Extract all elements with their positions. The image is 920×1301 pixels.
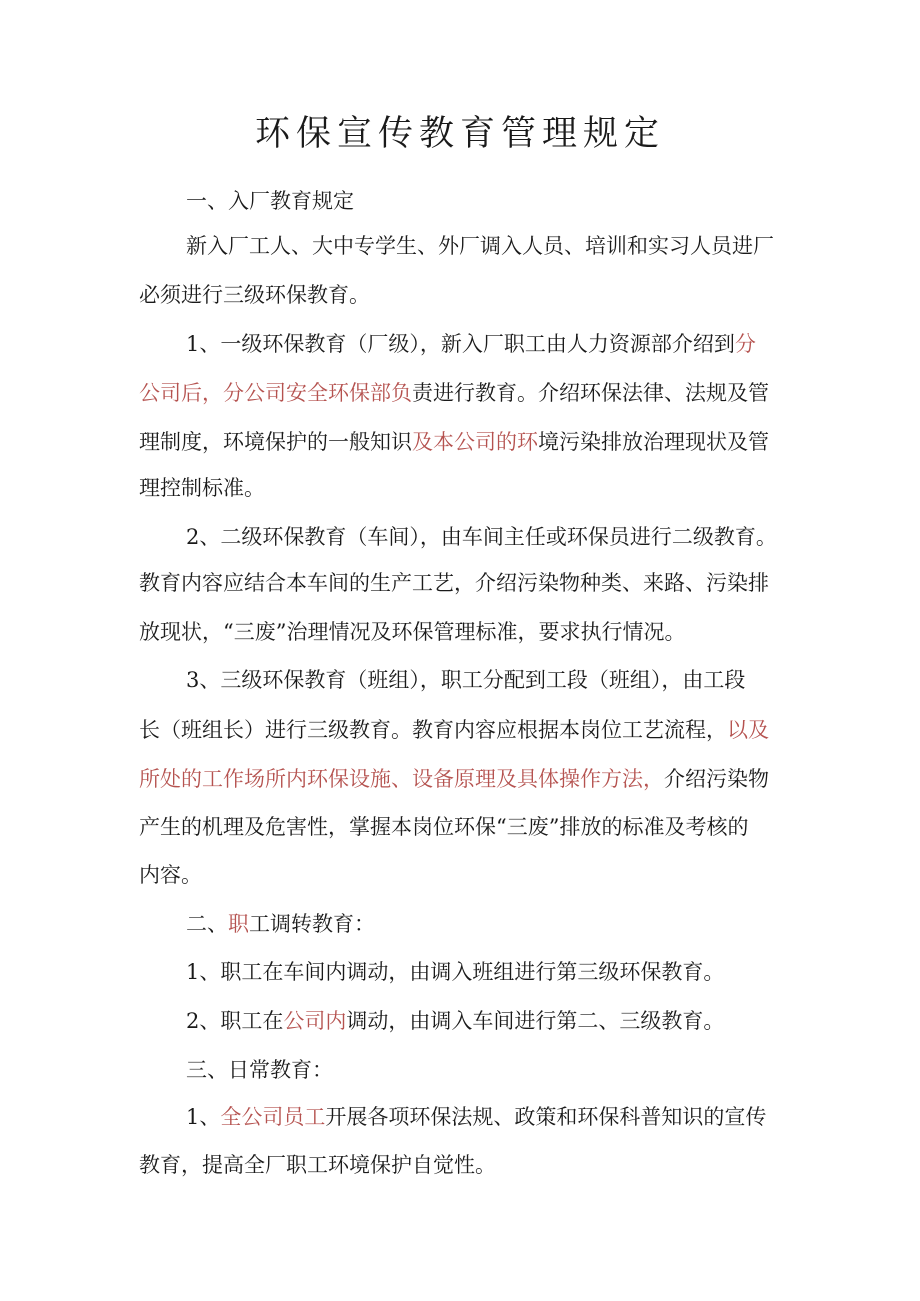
text-segment: 教育，提高全厂职工环境保护自觉性。: [139, 1153, 496, 1177]
text-segment: 境污染排放治理现状及管: [538, 430, 769, 454]
text-segment: 工调转教育：: [249, 912, 375, 936]
text-line: [139, 855, 799, 895]
text-segment: 3、三级环保教育（班组），职工分配到工段（班组），由工段: [186, 668, 746, 692]
highlighted-text: 公司后，分公司安全环保部负: [139, 381, 412, 405]
text-line: [139, 468, 799, 508]
highlighted-text: 全公司员工: [220, 1105, 326, 1129]
text-line: [139, 1145, 799, 1185]
text-line: [139, 373, 799, 413]
text-line: [186, 904, 846, 944]
text-segment: 理控制标准。: [139, 476, 265, 500]
highlighted-text: 以及: [727, 718, 769, 742]
text-segment: 内容。: [139, 863, 202, 887]
text-line: [186, 952, 846, 992]
document-title: 环保宣传教育管理规定: [254, 114, 665, 154]
text-line: [139, 422, 799, 462]
text-line: [139, 710, 799, 750]
text-line: [186, 517, 846, 557]
text-segment: 三、日常教育：: [186, 1058, 333, 1082]
highlighted-text: 职: [228, 912, 249, 936]
highlighted-text: 所处的工作场所内环保设施、设备原理及具体操作方法，: [139, 767, 664, 791]
text-segment: 产生的机理及危害性，掌握本岗位环保“三废”排放的标准及考核的: [139, 815, 749, 839]
text-line: [186, 226, 846, 266]
text-line: [186, 1097, 846, 1137]
text-segment: 一、入厂教育规定: [186, 189, 354, 213]
highlighted-text: 公司内: [283, 1009, 347, 1033]
text-segment: 理制度，环境保护的一般知识: [139, 430, 412, 454]
text-line: [186, 324, 846, 364]
highlighted-text: 分: [734, 332, 756, 356]
text-line: [139, 563, 799, 603]
text-segment: 2、二级环保教育（车间），由车间主任或环保员进行二级教育。: [186, 525, 777, 549]
text-line: [186, 1001, 846, 1041]
text-segment: 放现状，“三废”治理情况及环保管理标准，要求执行情况。: [139, 620, 686, 644]
text-line: [186, 181, 846, 221]
text-line: [186, 660, 846, 700]
text-segment: 调动，由调入车间进行第二、三级教育。: [346, 1009, 725, 1033]
text-segment: 二、: [186, 912, 228, 936]
text-segment: 1、职工在车间内调动，由调入班组进行第三级环保教育。: [186, 960, 725, 984]
text-line: [139, 275, 799, 315]
text-line: [186, 1050, 846, 1090]
text-segment: 长（班组长）进行三级教育。教育内容应根据本岗位工艺流程，: [139, 718, 727, 742]
text-segment: 2、职工在: [186, 1009, 284, 1033]
text-line: [139, 807, 799, 847]
text-segment: 责进行教育。介绍环保法律、法规及管: [412, 381, 769, 405]
text-segment: 新入厂工人、大中专学生、外厂调入人员、培训和实习人员进厂: [186, 234, 774, 258]
text-line: [139, 612, 799, 652]
text-segment: 1、: [186, 1105, 221, 1129]
text-segment: 必须进行三级环保教育。: [139, 283, 370, 307]
highlighted-text: 及本公司的环: [412, 430, 538, 454]
text-segment: 教育内容应结合本车间的生产工艺，介绍污染物种类、来路、污染排: [139, 571, 769, 595]
text-segment: 1、一级环保教育（厂级），新入厂职工由人力资源部介绍到: [186, 332, 735, 356]
text-segment: 介绍污染物: [664, 767, 769, 791]
text-line: [139, 759, 799, 799]
text-segment: 开展各项环保法规、政策和环保科普知识的宣传: [325, 1105, 767, 1129]
